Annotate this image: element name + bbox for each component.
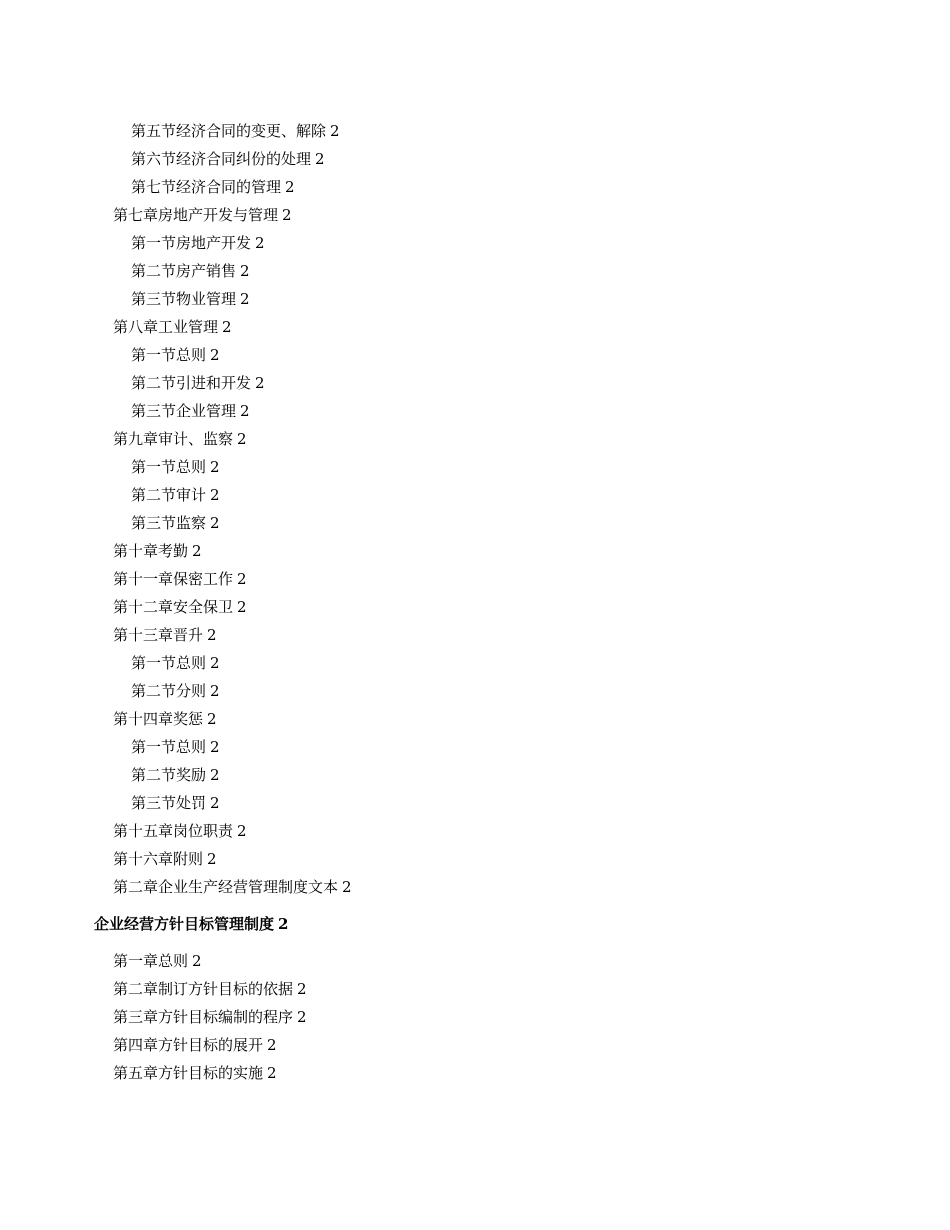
toc-chapter-entry[interactable] (0, 537, 950, 565)
toc-entry-page-number: 2 (210, 486, 220, 504)
toc-entry-page-number: 2 (237, 822, 247, 840)
table-of-contents (0, 117, 950, 1087)
toc-section-entry[interactable] (0, 677, 950, 705)
toc-section-entry[interactable] (0, 145, 950, 173)
toc-section-entry[interactable] (0, 173, 950, 201)
toc-entry-page-number: 2 (192, 542, 202, 560)
toc-section-entry[interactable] (0, 733, 950, 761)
toc-section-entry[interactable] (0, 117, 950, 145)
toc-section-entry[interactable] (0, 369, 950, 397)
toc-entry-page-number: 2 (210, 738, 220, 756)
toc-section-entry[interactable] (0, 649, 950, 677)
toc-heading[interactable] (0, 910, 950, 938)
toc-entry-page-number: 2 (297, 1008, 307, 1026)
toc-entry-page-number: 2 (297, 980, 307, 998)
toc-entry-page-number: 2 (282, 206, 292, 224)
toc-entry-title: 第十六章附则 (113, 850, 204, 868)
toc-entry-page-number: 2 (330, 122, 340, 140)
toc-entry-page-number: 2 (240, 402, 250, 420)
toc-entry-page-number: 2 (207, 626, 217, 644)
toc-entry-title: 第四章方针目标的展开 (113, 1036, 264, 1054)
toc-entry-page-number: 2 (210, 794, 220, 812)
toc-chapter-entry[interactable] (0, 845, 950, 873)
toc-entry-title: 第九章审计、监察 (113, 430, 234, 448)
toc-entry-title: 第一节总则 (131, 654, 207, 672)
toc-entry-page-number: 2 (207, 850, 217, 868)
toc-chapter-entry[interactable] (0, 1003, 950, 1031)
toc-entry-page-number: 2 (237, 570, 247, 588)
toc-entry-page-number: 2 (240, 262, 250, 280)
toc-entry-title: 第十一章保密工作 (113, 570, 234, 588)
toc-entry-page-number: 2 (210, 458, 220, 476)
toc-entry-title: 第二节分则 (131, 682, 207, 700)
toc-entry-page-number: 2 (210, 654, 220, 672)
toc-chapter-entry[interactable] (0, 425, 950, 453)
toc-entry-title: 第七章房地产开发与管理 (113, 206, 279, 224)
toc-entry-title: 第五节经济合同的变更、解除 (131, 122, 327, 140)
toc-entry-page-number: 2 (240, 290, 250, 308)
toc-entry-page-number: 2 (210, 682, 220, 700)
toc-chapter-entry[interactable] (0, 947, 950, 975)
toc-entry-page-number: 2 (315, 150, 325, 168)
toc-chapter-entry[interactable] (0, 705, 950, 733)
toc-entry-title: 第二节房产销售 (131, 262, 237, 280)
toc-section-entry[interactable] (0, 509, 950, 537)
toc-chapter-entry[interactable] (0, 313, 950, 341)
toc-chapter-entry[interactable] (0, 565, 950, 593)
toc-entry-title: 第一节总则 (131, 738, 207, 756)
toc-entry-title: 第一章总则 (113, 952, 189, 970)
toc-section-entry[interactable] (0, 481, 950, 509)
toc-entry-page-number: 2 (255, 234, 265, 252)
toc-entry-title: 第三章方针目标编制的程序 (113, 1008, 294, 1026)
toc-entry-page-number: 2 (285, 178, 295, 196)
toc-chapter-entry[interactable] (0, 873, 950, 901)
toc-chapter-entry[interactable] (0, 975, 950, 1003)
toc-section-entry[interactable] (0, 397, 950, 425)
toc-entry-page-number: 2 (342, 878, 352, 896)
toc-entry-title: 第一节总则 (131, 346, 207, 364)
toc-entry-page-number: 2 (210, 346, 220, 364)
toc-section-entry[interactable] (0, 453, 950, 481)
toc-entry-title: 第七节经济合同的管理 (131, 178, 282, 196)
toc-section-entry[interactable] (0, 761, 950, 789)
toc-entry-title: 第二节奖励 (131, 766, 207, 784)
toc-entry-page-number: 2 (278, 915, 289, 933)
toc-chapter-entry[interactable] (0, 621, 950, 649)
toc-section-entry[interactable] (0, 789, 950, 817)
toc-entry-title: 第十五章岗位职责 (113, 822, 234, 840)
toc-entry-title: 第一节总则 (131, 458, 207, 476)
toc-entry-page-number: 2 (255, 374, 265, 392)
toc-section-entry[interactable] (0, 341, 950, 369)
toc-chapter-entry[interactable] (0, 201, 950, 229)
toc-entry-page-number: 2 (207, 710, 217, 728)
toc-entry-title: 第三节物业管理 (131, 290, 237, 308)
toc-entry-title: 第十章考勤 (113, 542, 189, 560)
toc-chapter-entry[interactable] (0, 593, 950, 621)
toc-section-entry[interactable] (0, 285, 950, 313)
toc-entry-title: 第二章制订方针目标的依据 (113, 980, 294, 998)
toc-entry-title: 第三节企业管理 (131, 402, 237, 420)
toc-chapter-entry[interactable] (0, 817, 950, 845)
toc-entry-title: 第三节监察 (131, 514, 207, 532)
toc-entry-page-number: 2 (237, 598, 247, 616)
toc-entry-page-number: 2 (192, 952, 202, 970)
toc-entry-page-number: 2 (267, 1064, 277, 1082)
toc-entry-title: 第五章方针目标的实施 (113, 1064, 264, 1082)
toc-entry-title: 第六节经济合同纠份的处理 (131, 150, 312, 168)
toc-entry-page-number: 2 (237, 430, 247, 448)
toc-section-entry[interactable] (0, 257, 950, 285)
toc-entry-page-number: 2 (210, 514, 220, 532)
toc-entry-title: 企业经营方针目标管理制度 (94, 915, 275, 933)
toc-entry-page-number: 2 (267, 1036, 277, 1054)
toc-entry-title: 第二节引进和开发 (131, 374, 252, 392)
toc-entry-title: 第三节处罚 (131, 794, 207, 812)
toc-entry-title: 第十二章安全保卫 (113, 598, 234, 616)
toc-entry-title: 第十四章奖惩 (113, 710, 204, 728)
toc-entry-title: 第十三章晋升 (113, 626, 204, 644)
toc-entry-title: 第二节审计 (131, 486, 207, 504)
toc-entry-title: 第二章企业生产经营管理制度文本 (113, 878, 339, 896)
toc-entry-title: 第八章工业管理 (113, 318, 219, 336)
toc-entry-page-number: 2 (210, 766, 220, 784)
toc-entry-title: 第一节房地产开发 (131, 234, 252, 252)
toc-section-entry[interactable] (0, 229, 950, 257)
toc-chapter-entry[interactable] (0, 1031, 950, 1059)
toc-chapter-entry[interactable] (0, 1059, 950, 1087)
toc-entry-page-number: 2 (222, 318, 232, 336)
